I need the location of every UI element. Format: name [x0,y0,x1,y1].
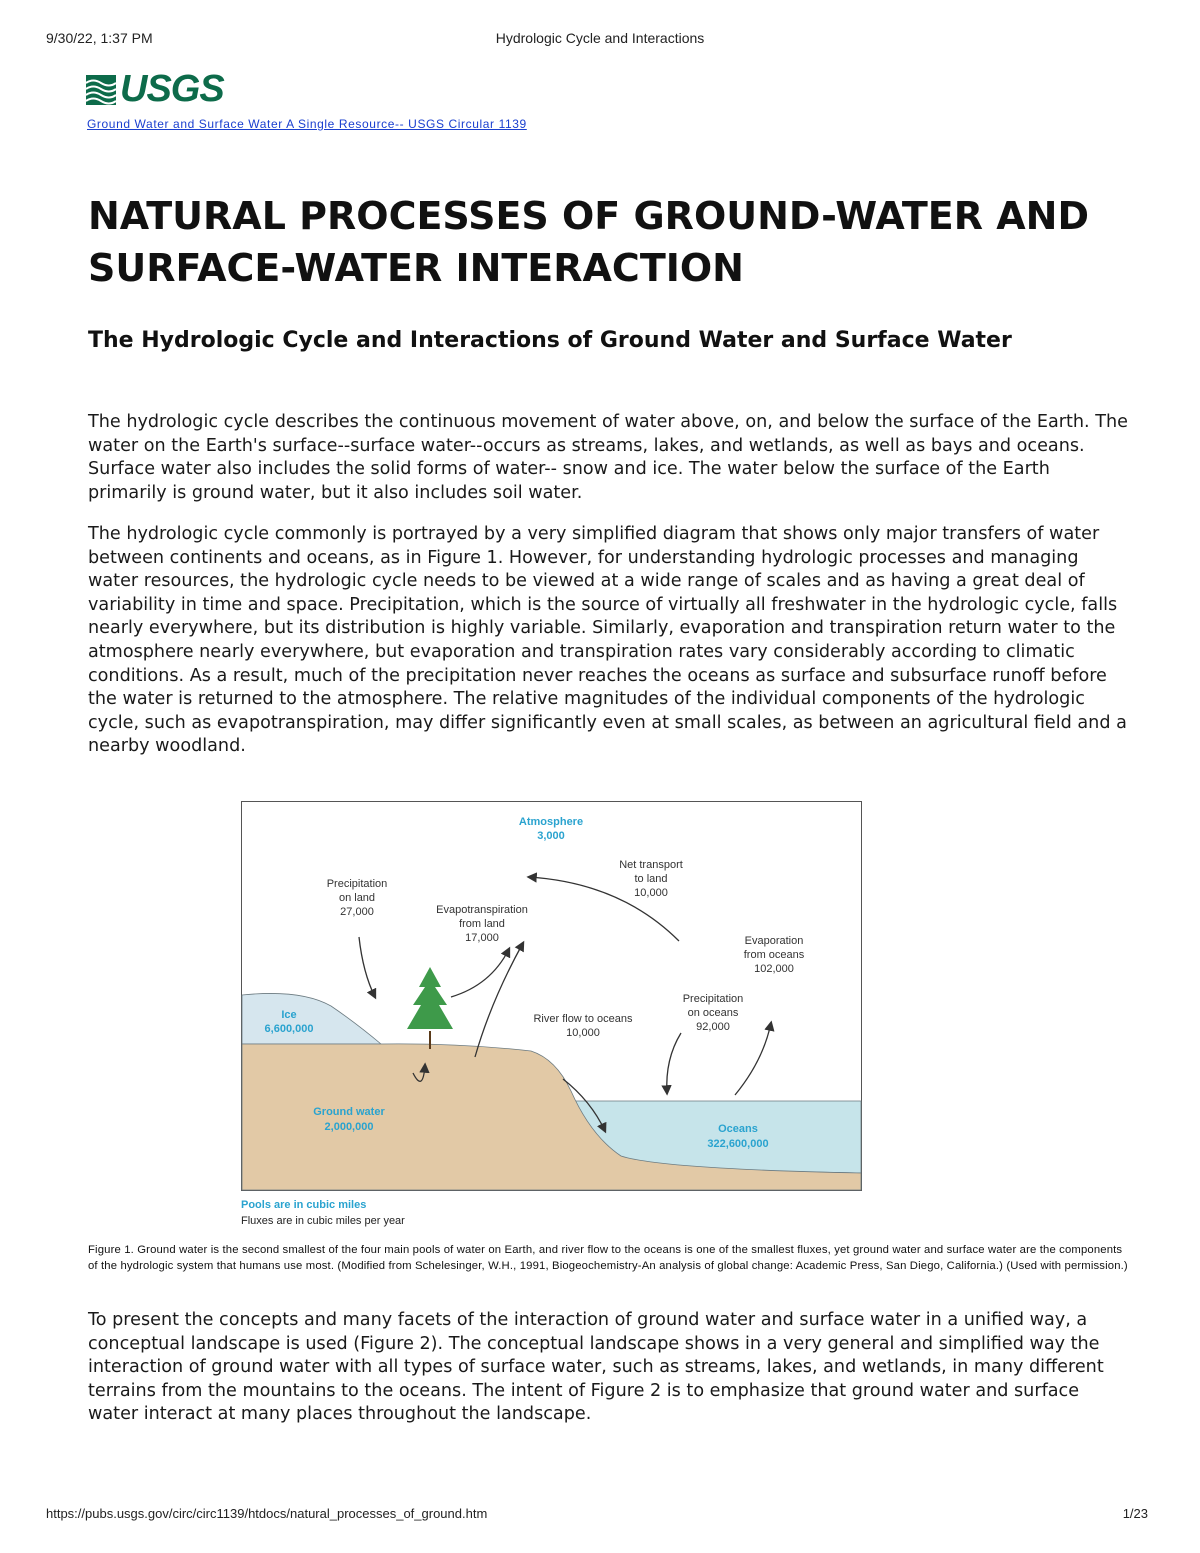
usgs-wave-icon [86,75,116,105]
ground-water-label: Ground water [313,1106,385,1118]
net-transport-value: 10,000 [634,887,668,899]
evap-oceans-label-1: Evaporation [744,935,804,947]
print-url: https://pubs.usgs.gov/circ/circ1139/htdocs/natural_processes_of_ground.htm [46,1506,488,1521]
precip-land-label-1: Precipitation [326,878,388,890]
evap-oceans-value: 102,000 [754,963,794,975]
precip-oceans-value: 92,000 [696,1021,730,1033]
paragraph-landscape: To present the concepts and many facets of the interaction of ground water and surface water in a unified way, a conceptual landscape is used (Figure 2). The conceptual landscape shows in a very general and simplified way the interaction of ground water with all types of surface water, such as streams, lakes, and wetlands, in many different terrains from the mountains to the oceans. The intent of Figure 2 is to emphasize that ground water and surface water interact at many places throughout the landscape. [88,1310,1104,1425]
print-page-number: 1/23 [1122,1506,1148,1521]
usgs-wordmark: USGS [120,68,224,110]
evapotranspiration-label-2: from land [459,918,505,930]
ice-value: 6,600,000 [264,1023,314,1035]
net-transport-label-1: Net transport [619,859,683,871]
hydrologic-cycle-figure [241,801,862,1191]
river-flow-value: 10,000 [566,1027,600,1039]
figure-legend [241,1197,405,1229]
page-title: NATURAL PROCESSES OF GROUND-WATER AND SURFACE-WATER INTERACTION [88,194,1090,290]
paragraph-intro: The hydrologic cycle describes the continuous movement of water above, on, and below the surface of the Earth. The water on the Earth's surface--surface water--occurs as streams, lakes, and wetlands, as well as bays and oceans. Surface water also includes the solid forms of water-- snow and ice. The water below the surface of the Earth primarily is ground water, but it also includes soil water. [88,412,1128,503]
ice-label: Ice [281,1009,297,1021]
evap-oceans-label-2: from oceans [743,949,805,961]
legend-pools-note: Pools are in cubic miles [241,1199,367,1211]
atmosphere-label: Atmosphere [518,816,584,828]
print-header [0,30,1200,50]
evapotranspiration-value: 17,000 [465,932,499,944]
source-link[interactable]: Ground Water and Surface Water A Single Resource-- USGS Circular 1139 [87,117,527,131]
net-transport-label-2: to land [634,873,668,885]
usgs-logo[interactable] [86,68,224,111]
precip-land-value: 27,000 [340,906,374,918]
atmosphere-value: 3,000 [537,830,565,842]
print-doc-title: Hydrologic Cycle and Interactions [495,30,705,46]
print-datetime: 9/30/22, 1:37 PM [46,30,153,46]
legend-fluxes-note: Fluxes are in cubic miles per year [241,1215,405,1227]
paragraph-cycle: The hydrologic cycle commonly is portrayed by a very simplified diagram that shows only major transfers of water between continents and oceans, as in Figure 1. However, for understanding hydrologic processes and managing water resources, the hydrologic cycle needs to be viewed at a wide range of scales and as having a great deal of variability in time and space. Precipitation, which is the source of virtually all freshwater in the hydrologic cycle, falls nearly everywhere, but its distribution is highly variable. Similarly, evaporation and transpiration return water to the atmosphere nearly everywhere, but evaporation and transpiration rates vary considerably according to climatic conditions. As a result, much of the precipitation never reaches the oceans as surface and subsurface runoff before the water is returned to the atmosphere. The relative magnitudes of the individual components of the hydrologic cycle, such as evapotranspiration, may differ significantly even at small scales, as between an agricultural field and a nearby woodland. [88,524,1127,757]
precip-oceans-label-1: Precipitation [682,993,744,1005]
figure-caption: Figure 1. Ground water is the second smallest of the four main pools of water on Earth, and river flow to the oceans is one of the smallest fluxes, yet ground water and surface water are the components of the hydrologic system that humans use most. (Modified from Schelesinger, W.H., 1991, Biogeochemistry-An analysis of global change: Academic Press, San Diego, California.) (Used with permission.) [88,1244,1128,1272]
river-flow-label: River flow to oceans [533,1013,633,1025]
section-title: The Hydrologic Cycle and Interactions of Ground Water and Surface Water [88,328,1012,353]
print-footer [0,1506,1200,1526]
precip-land-label-2: on land [338,892,376,904]
evapotranspiration-label-1: Evapotranspiration [436,904,528,916]
precip-oceans-label-2: on oceans [687,1007,739,1019]
oceans-label: Oceans [718,1123,758,1135]
ground-water-value: 2,000,000 [324,1121,374,1133]
oceans-value: 322,600,000 [707,1138,769,1150]
